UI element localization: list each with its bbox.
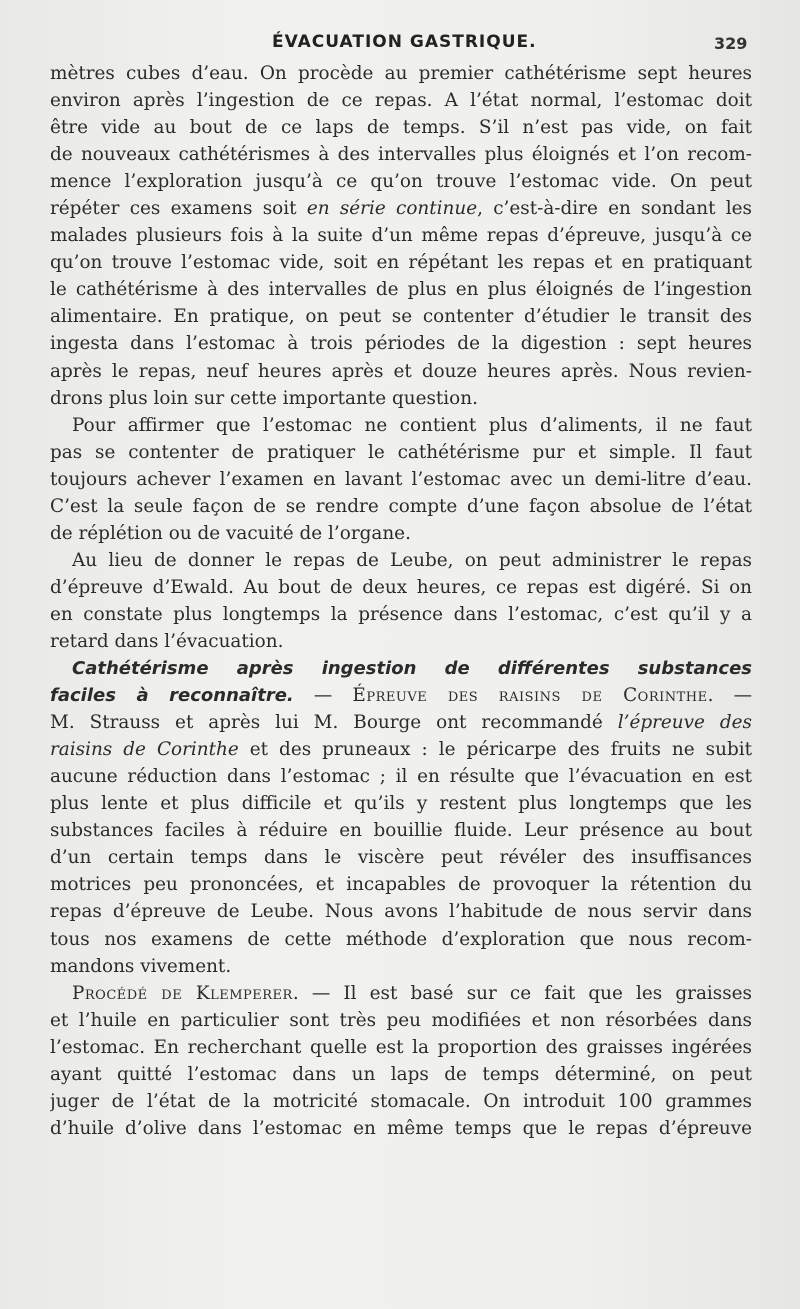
text-segment: pas se contenter de pratiquer le cathétérisme pur et simple. Il faut bbox=[50, 441, 752, 463]
text-segment: être vide au bout de ce laps de temps. S’il n’est pas vide, on fait bbox=[50, 117, 752, 139]
text-line bbox=[50, 1088, 752, 1115]
text-segment: en série continue bbox=[306, 198, 478, 220]
text-line bbox=[50, 1007, 752, 1034]
text-segment: qu’on trouve l’estomac vide, soit en répétant les repas et en pratiquant bbox=[50, 252, 752, 274]
text-line bbox=[50, 439, 752, 466]
running-title: ÉVACUATION GASTRIQUE. bbox=[272, 32, 537, 52]
text-segment: , c’est-à-dire en sondant les bbox=[477, 198, 752, 220]
text-line bbox=[50, 871, 752, 898]
text-line bbox=[50, 682, 752, 709]
text-segment: ingesta dans l’estomac à trois périodes de la digestion : sept heures bbox=[50, 333, 752, 355]
text-line bbox=[50, 1061, 752, 1088]
text-segment: retard dans l’évacuation. bbox=[50, 630, 284, 652]
text-line bbox=[50, 926, 752, 953]
text-line bbox=[50, 601, 752, 628]
text-line bbox=[50, 466, 752, 493]
text-segment: aucune réduction dans l’estomac ; il en résulte que l’évacuation en est bbox=[50, 766, 752, 788]
text-line bbox=[50, 358, 752, 385]
text-line bbox=[50, 493, 752, 520]
page-header bbox=[0, 32, 800, 56]
text-segment: tous nos examens de cette méthode d’exploration que nous recom- bbox=[50, 928, 752, 950]
text-segment: Procédé de Klemperer bbox=[72, 982, 293, 1004]
text-line bbox=[50, 168, 752, 195]
text-segment: Pour affirmer que l’estomac ne contient plus d’aliments, il ne faut bbox=[72, 414, 752, 436]
text-segment: faciles à reconnaître. bbox=[50, 685, 294, 707]
text-segment: substances faciles à réduire en bouillie fluide. Leur présence au bout bbox=[50, 820, 752, 842]
text-segment: juger de l’état de la motricité stomacale. On introduit 100 grammes bbox=[50, 1090, 752, 1112]
text-segment: repas d’épreuve de Leube. Nous avons l’habitude de nous servir dans bbox=[50, 901, 752, 923]
text-segment: l’estomac. En recherchant quelle est la proportion des graisses ingérées bbox=[50, 1036, 752, 1058]
text-line bbox=[50, 1115, 752, 1142]
text-line bbox=[50, 276, 752, 303]
text-line bbox=[50, 114, 752, 141]
text-segment: raisins de Corinthe bbox=[50, 739, 239, 761]
text-segment: M. Strauss et après lui M. Bourge ont recommandé bbox=[50, 712, 618, 734]
text-segment: après le repas, neuf heures après et douze heures après. Nous revien- bbox=[50, 360, 752, 382]
text-line bbox=[50, 574, 752, 601]
text-segment: Épreuve des raisins de Corinthe bbox=[352, 685, 708, 707]
text-line bbox=[50, 87, 752, 114]
text-line bbox=[50, 817, 752, 844]
text-line bbox=[50, 763, 752, 790]
text-line bbox=[50, 412, 752, 439]
text-segment: et des pruneaux : le péricarpe des fruits ne subit bbox=[238, 739, 752, 761]
text-line bbox=[50, 736, 752, 763]
text-segment: d’épreuve d’Ewald. Au bout de deux heures, ce repas est digéré. Si on bbox=[50, 576, 752, 598]
text-segment: le cathétérisme à des intervalles de plus en plus éloignés de l’ingestion bbox=[50, 279, 752, 301]
text-segment: environ après l’ingestion de ce repas. A l’état normal, l’estomac doit bbox=[50, 90, 752, 112]
body-text bbox=[50, 60, 752, 1142]
text-segment: drons plus loin sur cette importante question. bbox=[50, 387, 478, 409]
text-line bbox=[50, 898, 752, 925]
text-line bbox=[50, 330, 752, 357]
text-line bbox=[50, 249, 752, 276]
text-segment: d’un certain temps dans le viscère peut révéler des insuffisances bbox=[50, 847, 752, 869]
text-line bbox=[50, 655, 752, 682]
text-line bbox=[50, 953, 752, 980]
text-segment: alimentaire. En pratique, on peut se contenter d’étudier le transit des bbox=[50, 306, 752, 328]
text-line bbox=[50, 628, 752, 655]
text-line bbox=[50, 60, 752, 87]
text-line bbox=[50, 547, 752, 574]
text-segment: mètres cubes d’eau. On procède au premier cathétérisme sept heures bbox=[50, 63, 752, 84]
text-segment: et l’huile en particulier sont très peu modifiées et non résorbées dans bbox=[50, 1009, 752, 1031]
text-line bbox=[50, 195, 752, 222]
text-line bbox=[50, 141, 752, 168]
text-segment: de réplétion ou de vacuité de l’organe. bbox=[50, 522, 411, 544]
text-segment: de nouveaux cathétérismes à des intervalles plus éloignés et l’on recom- bbox=[50, 144, 752, 166]
text-segment: mence l’exploration jusqu’à ce qu’on trouve l’estomac vide. On peut bbox=[50, 171, 752, 193]
text-segment: mandons vivement. bbox=[50, 955, 232, 977]
text-line bbox=[50, 385, 752, 412]
text-segment: plus lente et plus difficile et qu’ils y restent plus longtemps que les bbox=[50, 793, 752, 815]
text-segment: Cathétérisme après ingestion de différentes substances bbox=[72, 658, 752, 680]
text-segment: — bbox=[293, 685, 353, 707]
text-segment: Au lieu de donner le repas de Leube, on peut administrer le repas bbox=[72, 549, 752, 571]
text-segment: motrices peu prononcées, et incapables de provoquer la rétention du bbox=[50, 874, 752, 896]
text-line bbox=[50, 844, 752, 871]
page-number: 329 bbox=[714, 34, 748, 53]
text-segment: d’huile d’olive dans l’estomac en même temps que le repas d’épreuve bbox=[50, 1117, 752, 1139]
text-segment: ayant quitté l’estomac dans un laps de temps déterminé, on peut bbox=[50, 1063, 752, 1085]
text-segment: . — bbox=[707, 685, 752, 707]
text-line bbox=[50, 303, 752, 330]
text-line bbox=[50, 790, 752, 817]
text-segment: C’est la seule façon de se rendre compte d’une façon absolue de l’état bbox=[50, 495, 752, 517]
text-line bbox=[50, 520, 752, 547]
text-segment: malades plusieurs fois à la suite d’un même repas d’épreuve, jusqu’à ce bbox=[50, 225, 752, 247]
text-line bbox=[50, 709, 752, 736]
text-segment: . — Il est basé sur ce fait que les graisses bbox=[292, 982, 752, 1004]
text-line bbox=[50, 1034, 752, 1061]
text-line bbox=[50, 222, 752, 249]
text-line bbox=[50, 980, 752, 1007]
text-segment: en constate plus longtemps la présence dans l’estomac, c’est qu’il y a bbox=[50, 603, 752, 625]
text-segment: l’épreuve des bbox=[617, 712, 752, 734]
text-segment: toujours achever l’examen en lavant l’estomac avec un demi-litre d’eau. bbox=[50, 468, 752, 490]
text-segment: répéter ces examens soit bbox=[50, 198, 307, 220]
